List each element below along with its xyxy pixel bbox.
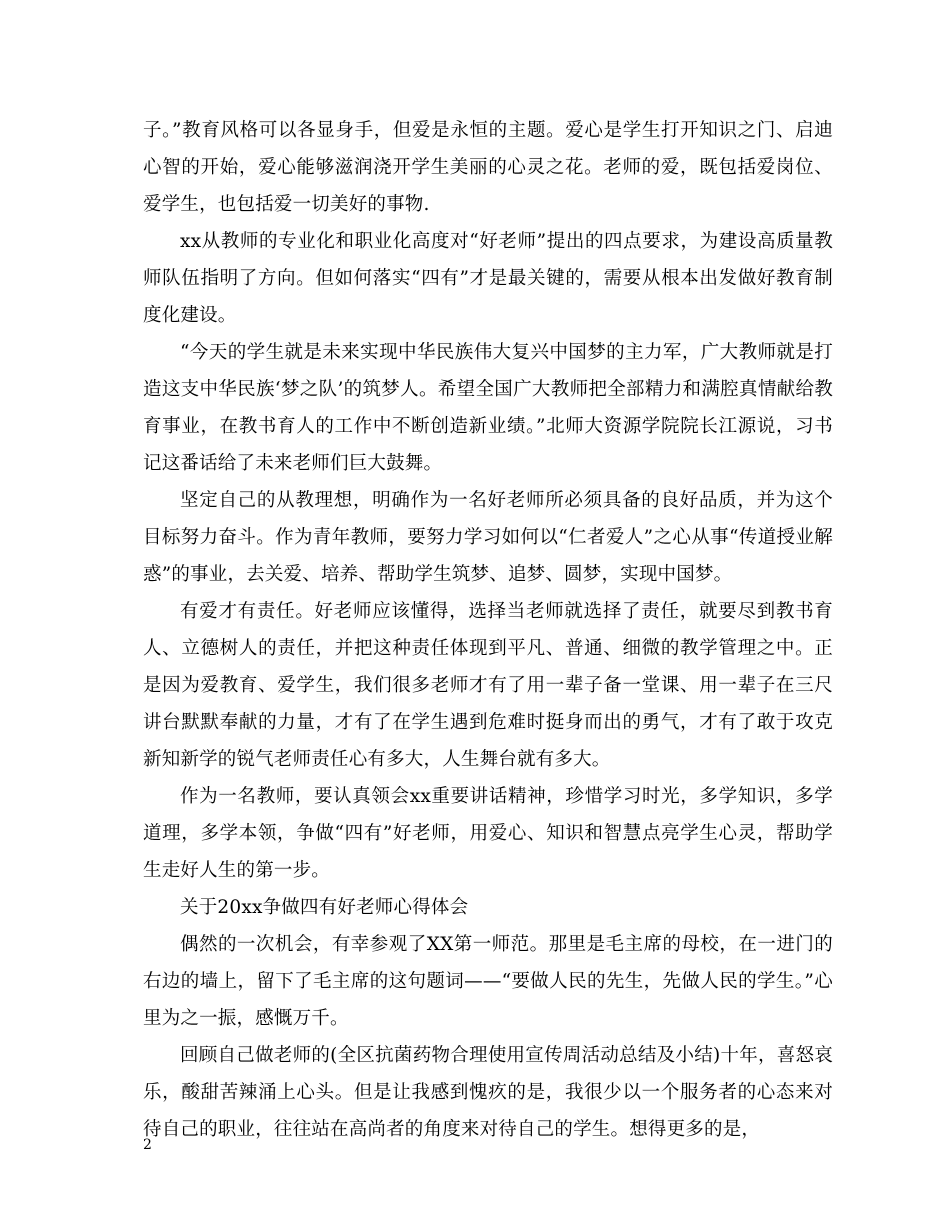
page-number: 2 <box>143 1137 152 1153</box>
paragraph: 回顾自己做老师的(全区抗菌药物合理使用宣传周活动总结及小结)十年，喜怒哀乐，酸甜苦辣涌上心头。但是让我感到愧疚的是，我很少以一个服务者的心态来对待自己的职业，往往站在高尚者的角度来对待自己的学生。想得更多的是， <box>143 1045 833 1140</box>
paragraph: “今天的学生就是未来实现中华民族伟大复兴中国梦的主力军，广大教师就是打造这支中华民族‘梦之队’的筑梦人。希望全国广大教师把全部精力和满腔真情献给教育事业，在教书育人的工作中不断创造新业绩。”北师大资源学院院长江源说，习书记这番话给了未来老师们巨大鼓舞。 <box>143 342 833 474</box>
body-text <box>143 112 833 1148</box>
section-heading: 关于20xx争做四有好老师心得体会 <box>180 897 469 918</box>
paragraph: xx从教师的专业化和职业化高度对“好老师”提出的四点要求，为建设高质量教师队伍指明了方向。但如何落实“四有”才是最关键的，需要从根本出发做好教育制度化建设。 <box>143 231 833 326</box>
paragraph: 有爱才有责任。好老师应该懂得，选择当老师就选择了责任，就要尽到教书育人、立德树人的责任，并把这种责任体现到平凡、普通、细微的教学管理之中。正是因为爱教育、爱学生，我们很多老师才有了用一辈子备一堂课、用一辈子在三尺讲台默默奉献的力量，才有了在学生遇到危难时挺身而出的勇气，才有了敢于攻克新知新学的锐气老师责任心有多大，人生舞台就有多大。 <box>143 601 833 770</box>
paragraph: 作为一名教师，要认真领会xx重要讲话精神，珍惜学习时光，多学知识，多学道理，多学本领，争做“四有”好老师，用爱心、知识和智慧点亮学生心灵，帮助学生走好人生的第一步。 <box>143 786 833 881</box>
paragraph: 坚定自己的从教理想，明确作为一名好老师所必须具备的良好品质，并为这个目标努力奋斗。作为青年教师，要努力学习如何以“仁者爱人”之心从事“传道授业解惑”的事业，去关爱、培养、帮助学生筑梦、追梦、圆梦，实现中国梦。 <box>143 490 833 585</box>
paragraph-continuation: 子。”教育风格可以各显身手，但爱是永恒的主题。爱心是学生打开知识之门、启迪心智的开始，爱心能够滋润浇开学生美丽的心灵之花。老师的爱，既包括爱岗位、爱学生，也包括爱一切美好的事物. <box>143 120 833 215</box>
paragraph: 偶然的一次机会，有幸参观了XX第一师范。那里是毛主席的母校，在一进门的右边的墙上，留下了毛主席的这句题词——“要做人民的先生，先做人民的学生。”心里为之一振，感慨万千。 <box>143 934 833 1029</box>
